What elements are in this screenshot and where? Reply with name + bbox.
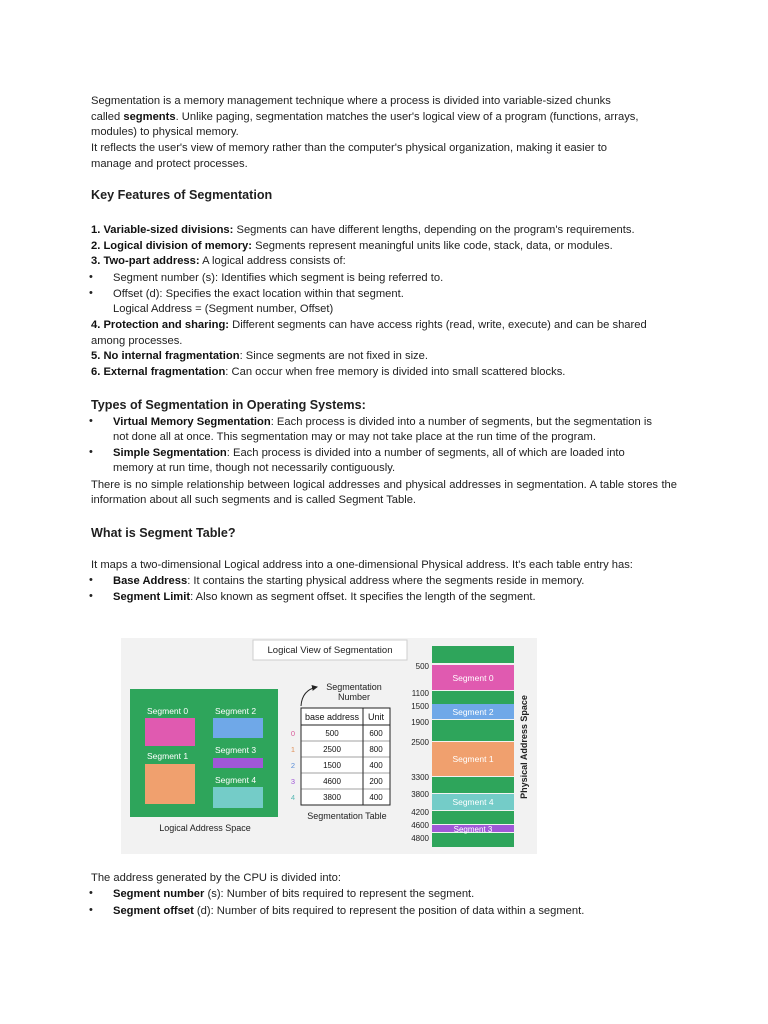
feature-6-title: 6. External fragmentation xyxy=(91,366,226,378)
physical-free-block xyxy=(432,691,514,704)
table-row-base: 3800 xyxy=(323,793,341,802)
physical-address-space-label: Physical Address Space xyxy=(519,695,529,799)
table-row-index: 0 xyxy=(290,729,296,738)
type-simple-text: : Each process is divided into a number of segments, all of which are loaded into xyxy=(226,447,625,459)
table-header-base-address: base address xyxy=(304,712,360,722)
type-simple-title: Simple Segmentation xyxy=(113,447,227,459)
segment-offset-title: Segment offset xyxy=(113,905,194,917)
feature-4-text: Different segments can have access rights (read, write, execute) and can be shared xyxy=(229,319,647,331)
physical-segment-4-label: Segment 4 xyxy=(452,797,494,807)
segmentation-number-label-1: Segmentation xyxy=(326,682,382,692)
segment-limit-title: Segment Limit xyxy=(113,591,191,603)
logical-segment-1-label: Segment 1 xyxy=(147,751,189,761)
segtable-segment-limit xyxy=(113,590,536,605)
logical-segment-0 xyxy=(145,718,195,746)
intro-line-5: manage and protect processes. xyxy=(91,158,248,170)
logical-segment-3-label: Segment 3 xyxy=(215,745,257,755)
segment-number-text: (s): Number of bits required to represent the segment. xyxy=(204,888,475,900)
table-row-index: 2 xyxy=(290,761,296,770)
logical-address-space-label: Logical Address Space xyxy=(159,823,251,833)
segtable-intro: It maps a two-dimensional Logical address into a one-dimensional Physical address. It's each table entry has: xyxy=(91,559,633,571)
logical-segment-4 xyxy=(213,787,263,808)
feature-4-title: 4. Protection and sharing: xyxy=(91,319,229,331)
bullet-icon: • xyxy=(89,446,93,458)
segtable-base-address xyxy=(113,574,584,589)
intro-line-2 xyxy=(91,110,639,125)
feature-1-text: Segments can have different lengths, depending on the program's requirements. xyxy=(233,224,635,236)
segment-table xyxy=(291,708,390,805)
segmentation-diagram xyxy=(121,638,537,854)
physical-segment-3-label: Segment 3 xyxy=(453,825,493,834)
table-row-base: 500 xyxy=(325,729,339,738)
bullet-icon: • xyxy=(89,574,93,586)
segment-offset-text: (d): Number of bits required to represent the position of data within a segment. xyxy=(193,905,585,917)
feature-2-title: 2. Logical division of memory: xyxy=(91,240,253,252)
logical-segment-2 xyxy=(213,718,263,738)
bullet-icon: • xyxy=(89,887,93,899)
bullet-icon: • xyxy=(89,287,93,299)
physical-address-label: 1900 xyxy=(411,718,429,727)
physical-segment-0-label: Segment 0 xyxy=(452,673,494,683)
type-simple xyxy=(113,446,625,461)
intro-line-2-post: . Unlike paging, segmentation matches the user's logical view of a program (functions, arrays, xyxy=(175,111,639,123)
segment-limit-text: : Also known as segment offset. It specifies the length of the segment. xyxy=(190,591,536,603)
table-row-index: 1 xyxy=(290,745,296,754)
physical-address-label: 1500 xyxy=(411,702,429,711)
feature-5-text: : Since segments are not fixed in size. xyxy=(239,350,428,362)
type-virtual xyxy=(113,415,652,430)
physical-address-label: 3800 xyxy=(411,790,429,799)
table-row-unit: 400 xyxy=(369,793,383,802)
physical-free-block xyxy=(432,646,514,663)
physical-address-label: 2500 xyxy=(411,738,429,747)
type-simple-cont: memory at run time, though not necessarily contiguously. xyxy=(113,462,396,474)
features-heading: Key Features of Segmentation xyxy=(91,188,273,202)
base-address-text: : It contains the starting physical address where the segments reside in memory. xyxy=(187,575,585,587)
bullet-icon: • xyxy=(89,415,93,427)
feature-3-bullet-2: Offset (d): Specifies the exact location within that segment. xyxy=(113,288,404,300)
feature-3-title: 3. Two-part address: xyxy=(91,255,200,267)
bullet-icon: • xyxy=(89,271,93,283)
feature-3 xyxy=(91,254,346,269)
physical-free-block xyxy=(432,720,514,741)
feature-1 xyxy=(91,223,635,238)
physical-address-label: 500 xyxy=(415,662,429,671)
physical-segment-2-label: Segment 2 xyxy=(452,707,494,717)
intro-line-4: It reflects the user's view of memory rather than the computer's physical organization, making it easier to xyxy=(91,142,608,154)
segmentation-number-arrow xyxy=(301,687,317,706)
intro-line-2-pre: called xyxy=(91,111,124,123)
table-row-unit: 800 xyxy=(369,745,383,754)
logical-segment-2-label: Segment 2 xyxy=(215,706,257,716)
feature-3-text: A logical address consists of: xyxy=(199,255,346,267)
segtable-heading: What is Segment Table? xyxy=(91,526,236,540)
logical-segment-0-label: Segment 0 xyxy=(147,706,189,716)
physical-address-label: 4600 xyxy=(411,821,429,830)
bullet-icon: • xyxy=(89,590,93,602)
types-heading: Types of Segmentation in Operating Systems: xyxy=(91,398,366,412)
physical-address-label: 4800 xyxy=(411,834,429,843)
feature-3-bullet-1: Segment number (s): Identifies which segment is being referred to. xyxy=(113,272,444,284)
feature-2 xyxy=(91,239,613,254)
feature-6 xyxy=(91,365,565,380)
feature-2-text: Segments represent meaningful units like code, stack, data, or modules. xyxy=(252,240,613,252)
physical-free-block xyxy=(432,777,514,793)
table-row-base: 4600 xyxy=(323,777,341,786)
base-address-title: Base Address xyxy=(113,575,188,587)
feature-5-title: 5. No internal fragmentation xyxy=(91,350,240,362)
physical-address-label: 4200 xyxy=(411,808,429,817)
address-intro: The address generated by the CPU is divided into: xyxy=(91,872,341,884)
physical-free-block xyxy=(432,833,514,847)
segmentation-table-label: Segmentation Table xyxy=(307,811,387,821)
segmentation-number-label-2: Number xyxy=(337,692,371,702)
segmentation-diagram-svg xyxy=(121,638,537,854)
logical-address-formula: Logical Address = (Segment number, Offset) xyxy=(113,303,334,315)
logical-segment-4-label: Segment 4 xyxy=(215,775,257,785)
physical-address-label: 3300 xyxy=(411,773,429,782)
logical-segment-3 xyxy=(213,758,263,768)
table-row-index: 4 xyxy=(290,793,296,802)
segment-number-title: Segment number xyxy=(113,888,205,900)
physical-free-block xyxy=(432,811,514,824)
bullet-icon: • xyxy=(89,904,93,916)
feature-4 xyxy=(91,318,647,333)
diagram-title: Logical View of Segmentation xyxy=(267,645,393,656)
feature-1-title: 1. Variable-sized divisions: xyxy=(91,224,234,236)
table-row-unit: 600 xyxy=(369,729,383,738)
physical-segment-1-label: Segment 1 xyxy=(452,754,494,764)
table-row-index: 3 xyxy=(290,777,296,786)
feature-4-cont: among processes. xyxy=(91,335,183,347)
table-row-base: 1500 xyxy=(323,761,341,770)
type-virtual-text: : Each process is divided into a number of segments, but the segmentation is xyxy=(270,416,652,428)
table-row-base: 2500 xyxy=(323,745,341,754)
table-row-unit: 200 xyxy=(369,777,383,786)
type-virtual-cont: not done all at once. This segmentation may or may not take place at the run time of the program. xyxy=(113,431,596,443)
type-virtual-title: Virtual Memory Segmentation xyxy=(113,416,271,428)
table-header-unit: Unit xyxy=(367,712,385,722)
address-segment-offset xyxy=(113,904,584,919)
intro-line-1: Segmentation is a memory management technique where a process is divided into variable-sized chunks xyxy=(91,95,611,107)
intro-segments-term: segments xyxy=(123,111,176,123)
table-row-unit: 400 xyxy=(369,761,383,770)
feature-5 xyxy=(91,349,428,364)
types-paragraph: There is no simple relationship between logical addresses and physical addresses in segmentation. A table stores the information about all such segments and is called Segment Table. xyxy=(91,479,677,506)
address-segment-number xyxy=(113,887,474,902)
physical-address-label: 1100 xyxy=(411,689,429,698)
feature-6-text: : Can occur when free memory is divided into small scattered blocks. xyxy=(225,366,566,378)
intro-line-3: modules) to physical memory. xyxy=(91,126,239,138)
logical-segment-1 xyxy=(145,764,195,804)
